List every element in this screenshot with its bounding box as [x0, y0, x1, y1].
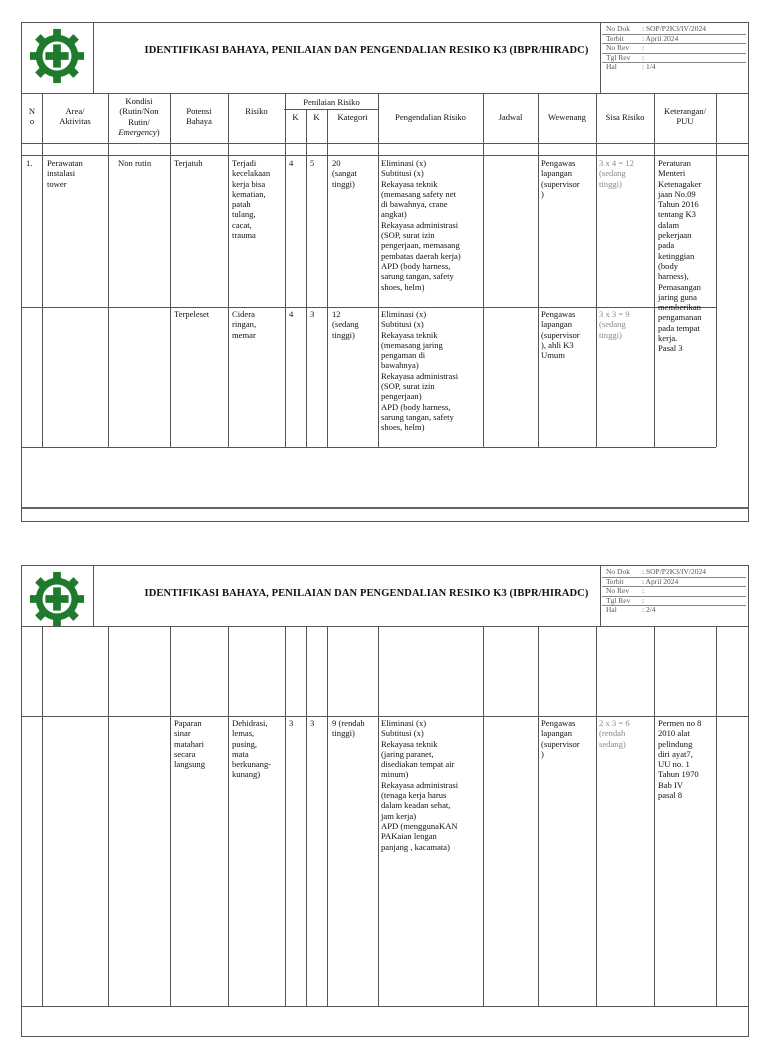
row1-pengendalian: Eliminasi (x) Subtitusi (x) Rekayasa teknik (memasang safety net di bawahnya, crane angkat) Rekayasa administrasi (SOP, surat izin pengerjaan, memasang pembatas daerah kerja) APD (body harness, sarung tangan, safety shoes, helm) [381, 158, 461, 292]
document-meta [602, 568, 746, 615]
row1-k2: 5 [310, 158, 315, 168]
meta-value-hal: : 1/4 [642, 62, 656, 72]
row2-risiko: Cidera ringan, memar [232, 309, 257, 340]
header-k2: K [313, 112, 320, 122]
meta-value-no-rev: : [642, 43, 645, 53]
row2-pengendalian: Eliminasi (x) Subtitusi (x) Rekayasa teknik (memasang jaring pengaman di bawahnya) Rekayasa administrasi (SOP, surat izin pengerjaan) APD (body harness, sarung tangan, safety shoes, helm) [381, 309, 459, 433]
document-page-2 [21, 565, 749, 1037]
header-penilaian: Penilaian Risiko [303, 97, 360, 107]
row3-keterangan: Permen no 8 2010 alat pelindung diri ayat7, UU no. 1 Tahun 1970 Bab IV pasal 8 [658, 718, 702, 801]
meta-value-no-dok: : SOP/P2K3/IV/2024 [642, 567, 706, 576]
meta-label-hal: Hal [606, 605, 617, 615]
row2-potensi: Terpeleset [174, 309, 210, 319]
header-wewenang: Wewenang [548, 112, 586, 122]
header-risiko: Risiko [245, 106, 268, 116]
row1-potensi: Terjatuh [174, 158, 203, 168]
meta-label-terbit: Terbit [606, 33, 624, 43]
row2-kategori: 12 (sedang tinggi) [332, 309, 359, 340]
meta-value-no-rev: : [642, 586, 645, 596]
row3-pengendalian: Eliminasi (x) Subtitusi (x) Rekayasa teknik (jaring paranet, disediakan tempat air minum) Rekayasa administrasi (tenaga kerja harus dalam keadan sehat, jam kerja) APD (menggunaKAN PAKaian lengan panjang , kacamata) [381, 718, 459, 852]
meta-label-no-rev: No Rev [606, 43, 630, 53]
row1-no: 1. [26, 158, 33, 168]
header-area: Area/ Aktivitas [59, 106, 91, 127]
row1-risiko: Terjadi kecelakaan kerja bisa kematian, patah tulang, cacat, trauma [232, 158, 271, 241]
row3-risiko: Dehidrasi, lemas, pusing, mata berkunang- kunang) [232, 718, 272, 780]
document-meta [602, 25, 746, 72]
row2-k1: 4 [289, 309, 294, 319]
header-kondisi-emergency: Emergency [118, 126, 157, 137]
meta-value-tgl-rev: : [642, 595, 645, 605]
row3-sisa: 2 x 3 = 6 (rendah sedang) [599, 718, 630, 749]
header-potensi: Potensi Bahaya [186, 106, 212, 127]
document-title: IDENTIFIKASI BAHAYA, PENILAIAN DAN PENGENDALIAN RESIKO K3 (IBPR/HIRADC) [144, 588, 589, 599]
meta-value-tgl-rev: : [642, 52, 645, 62]
row1-k1: 4 [289, 158, 294, 168]
meta-label-no-dok: No Dok [606, 567, 630, 576]
meta-label-no-rev: No Rev [606, 586, 630, 596]
meta-label-tgl-rev: Tgl Rev [606, 595, 631, 605]
header-sisa: Sisa Risiko [605, 112, 645, 122]
document-page-1 [21, 22, 749, 522]
row1-sisa: 3 x 4 = 12 (sedang tinggi) [599, 158, 634, 189]
meta-value-no-dok: : SOP/P2K3/IV/2024 [642, 24, 706, 33]
row2-wewenang: Pengawas lapangan (supervisor ), ahli K3 Umum [541, 309, 580, 361]
header-kondisi-text: Kondisi (Rutin/Non Rutin/ [119, 96, 159, 127]
row1-wewenang: Pengawas lapangan (supervisor ) [541, 158, 580, 199]
header-pengendalian: Pengendalian Risiko [395, 112, 466, 122]
k3-cross-gear-logo-icon [28, 570, 86, 628]
header-kondisi [108, 96, 170, 137]
header-jadwal: Jadwal [498, 112, 523, 122]
row3-potensi: Paparan sinar matahari secara langsung [174, 718, 206, 770]
meta-label-hal: Hal [606, 62, 617, 72]
meta-label-terbit: Terbit [606, 576, 624, 586]
k3-cross-gear-logo-icon [28, 27, 86, 85]
meta-label-tgl-rev: Tgl Rev [606, 52, 631, 62]
row1-area: Perawatan instalasi tower [47, 158, 83, 189]
header-keterangan: Keterangan/ PUU [664, 106, 706, 127]
row3-kategori: 9 (rendah tinggi) [332, 718, 365, 739]
meta-value-hal: : 2/4 [642, 605, 656, 615]
meta-value-terbit: : April 2024 [642, 33, 679, 43]
row3-k1: 3 [289, 718, 294, 728]
header-kategori: Kategori [337, 112, 368, 122]
row2-k2: 3 [310, 309, 315, 319]
row3-k2: 3 [310, 718, 315, 728]
document-title: IDENTIFIKASI BAHAYA, PENILAIAN DAN PENGENDALIAN RESIKO K3 (IBPR/HIRADC) [144, 45, 589, 56]
header-no: N o [28, 106, 36, 127]
row3-wewenang: Pengawas lapangan (supervisor ) [541, 718, 580, 759]
meta-label-no-dok: No Dok [606, 24, 630, 33]
row1-kategori: 20 (sangat tinggi) [332, 158, 357, 189]
header-k1: K [292, 112, 299, 122]
row2-sisa: 3 x 3 = 9 (sedang tinggi) [599, 309, 630, 340]
row1-kondisi: Non rutin [118, 158, 152, 168]
header-kondisi-close: ) [156, 126, 160, 137]
row1-keterangan: Peraturan Menteri Ketenagaker jaan No.09 Tahun 2016 tentang K3 dalam pekerjaan pada ketinggian (body harness), Pemasangan jaring guna memberikan pengamanan pada tempat kerja. Pasal 3 [658, 158, 702, 354]
meta-value-terbit: : April 2024 [642, 576, 679, 586]
